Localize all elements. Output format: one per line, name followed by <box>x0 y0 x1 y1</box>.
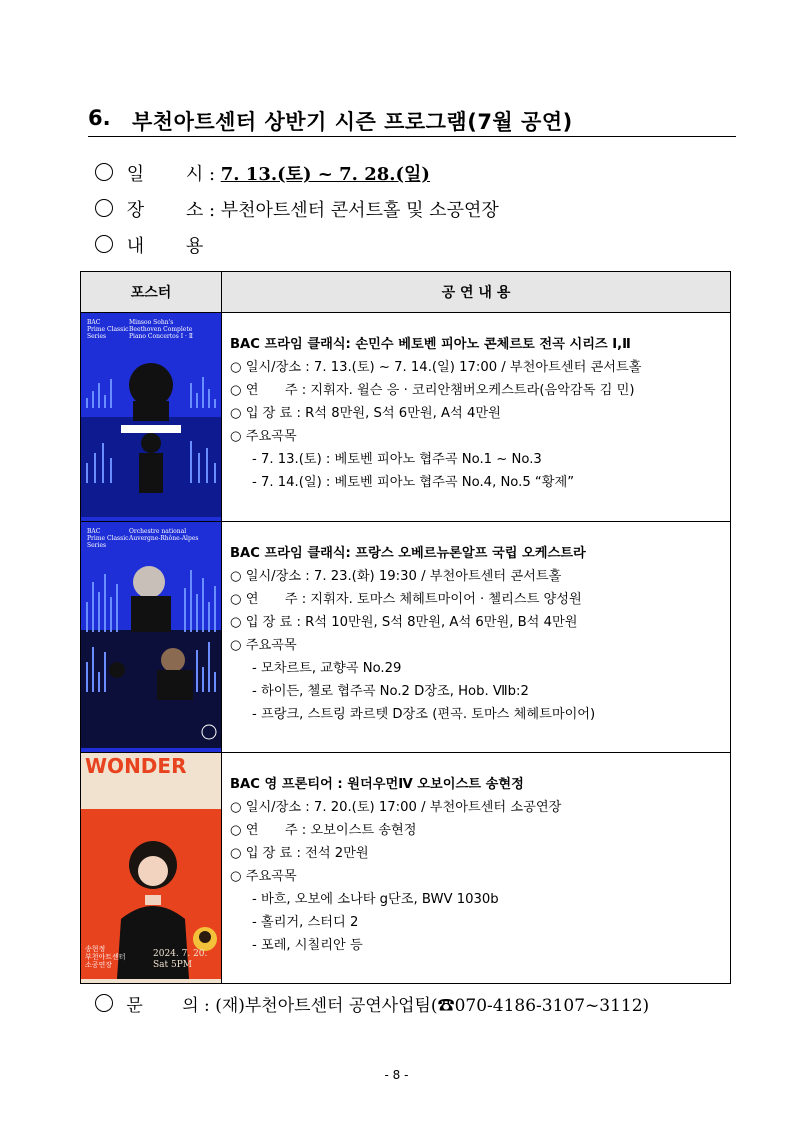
poster-text: 송현정 <box>85 945 106 953</box>
program-piece: - 홀리거, 스터디 2 <box>252 915 359 930</box>
table-row <box>81 313 731 522</box>
poster-text: Prime Classic <box>87 535 129 542</box>
program-piece: - 7. 14.(일) : 베토벤 피아노 협주곡 No.4, No.5 “황제” <box>252 475 575 490</box>
poster-text: BAC <box>87 528 101 535</box>
poster-image <box>81 753 222 984</box>
program-item: ○ 주요곡목 <box>230 429 297 444</box>
poster-text: WOMANⅣ <box>85 776 199 800</box>
section-number: 6. <box>88 106 111 130</box>
poster-text: BAC <box>87 319 101 326</box>
info-value: 부천아트센터 콘서트홀 및 소공연장 <box>220 200 499 221</box>
poster-text: Auvergne-Rhône-Alpes <box>129 535 199 542</box>
header-content: 공 연 내 용 <box>222 272 731 313</box>
info-label: 내 용 <box>126 236 204 257</box>
poster-text: Series <box>87 542 107 549</box>
program-piece: - 바흐, 오보에 소나타 g단조, BWV 1030b <box>252 892 499 907</box>
program-content <box>222 313 731 522</box>
poster-text: WONDER <box>85 754 187 778</box>
poster-text: 부천아트센터 <box>85 953 126 961</box>
program-piece: - 포레, 시칠리안 등 <box>252 938 363 953</box>
program-item: ○ 연 주 : 오보이스트 송현정 <box>230 823 417 838</box>
program-table <box>80 271 731 984</box>
program-item: ○ 일시/장소 : 7. 20.(토) 17:00 / 부천아트센터 소공연장 <box>230 800 562 815</box>
poster-image <box>81 313 222 522</box>
poster-art <box>81 313 221 517</box>
program-item: ○ 연 주 : 지휘자. 토마스 체헤트마이어 · 첼리스트 양성원 <box>230 592 582 607</box>
contact-info: 문 의 : (재)부천아트센터 공연사업팀(☎070-4186-3107~3112) <box>95 991 649 1016</box>
program-item: ○ 일시/장소 : 7. 13.(토) ~ 7. 14.(일) 17:00 / 부천아트센터 콘서트홀 <box>230 360 642 375</box>
info-label: 일 시 <box>126 164 204 185</box>
poster-text: 2024. 7. 20. <box>153 949 208 959</box>
program-item: ○ 연 주 : 지휘자. 윌슨 응 · 코리안챔버오케스트라(음악감독 김 민) <box>230 383 635 398</box>
program-title: BAC 프라임 클래식: 프랑스 오베르뉴론알프 국립 오케스트라 <box>230 546 586 561</box>
page-number: - 8 - <box>384 1068 409 1082</box>
table-row <box>81 753 731 984</box>
table-row <box>81 522 731 753</box>
program-item: ○ 주요곡목 <box>230 869 297 884</box>
program-item: ○ 일시/장소 : 7. 23.(화) 19:30 / 부천아트센터 콘서트홀 <box>230 569 562 584</box>
poster-text: 소공연장 <box>85 961 113 969</box>
circle-bullet-icon <box>95 235 113 253</box>
section-heading <box>88 104 736 137</box>
section-title: 부천아트센터 상반기 시즌 프로그램(7월 공연) <box>132 110 573 134</box>
program-piece: - 프랑크, 스트링 콰르텟 D장조 (편곡. 토마스 체헤트마이어) <box>252 707 596 722</box>
info-content <box>95 232 203 258</box>
program-title: BAC 프라임 클래식: 손민수 베토벤 피아노 콘체르토 전곡 시리즈 Ⅰ,Ⅱ <box>230 337 631 352</box>
poster-art <box>81 522 221 748</box>
info-value: 7. 13.(토) ~ 7. 28.(일) <box>220 164 430 185</box>
poster-text: Series <box>87 333 107 340</box>
info-label: 장 소 <box>126 200 204 221</box>
program-item: ○ 입 장 료 : R석 8만원, S석 6만원, A석 4만원 <box>230 406 501 421</box>
program-piece: - 모차르트, 교향곡 No.29 <box>252 661 402 676</box>
poster-text: Minsoo Sohn's <box>129 319 174 326</box>
circle-bullet-icon <box>95 163 113 181</box>
poster-text: Orchestre national <box>129 528 187 535</box>
info-date: 일 시 : 7. 13.(토) ~ 7. 28.(일) <box>95 160 430 186</box>
poster-text: Beethoven Complete <box>129 326 193 333</box>
header-poster: 포스터 <box>81 272 222 313</box>
poster-text: Sat 5PM <box>153 960 193 970</box>
program-piece: - 하이든, 첼로 협주곡 No.2 D장조, Hob. Ⅶb:2 <box>252 684 529 699</box>
program-item: ○ 주요곡목 <box>230 638 297 653</box>
poster-text: Piano Concertos Ⅰ · Ⅱ <box>129 333 193 340</box>
circle-bullet-icon <box>95 199 113 217</box>
program-item: ○ 입 장 료 : R석 10만원, S석 8만원, A석 6만원, B석 4만원 <box>230 615 578 630</box>
poster-text: Prime Classic <box>87 326 129 333</box>
program-item: ○ 입 장 료 : 전석 2만원 <box>230 846 369 861</box>
contact-label: 문 의 <box>126 996 199 1016</box>
program-content <box>222 753 731 984</box>
info-place: 장 소 : 부천아트센터 콘서트홀 및 소공연장 <box>95 196 499 222</box>
contact-value: (재)부천아트센터 공연사업팀(☎070-4186-3107~3112) <box>215 996 650 1016</box>
program-piece: - 7. 13.(토) : 베토벤 피아노 협주곡 No.1 ~ No.3 <box>252 452 542 467</box>
poster-image <box>81 522 222 753</box>
circle-bullet-icon <box>95 994 113 1012</box>
program-content <box>222 522 731 753</box>
program-title: BAC 영 프론티어 : 원더우먼Ⅳ 오보이스트 송현정 <box>230 777 524 792</box>
